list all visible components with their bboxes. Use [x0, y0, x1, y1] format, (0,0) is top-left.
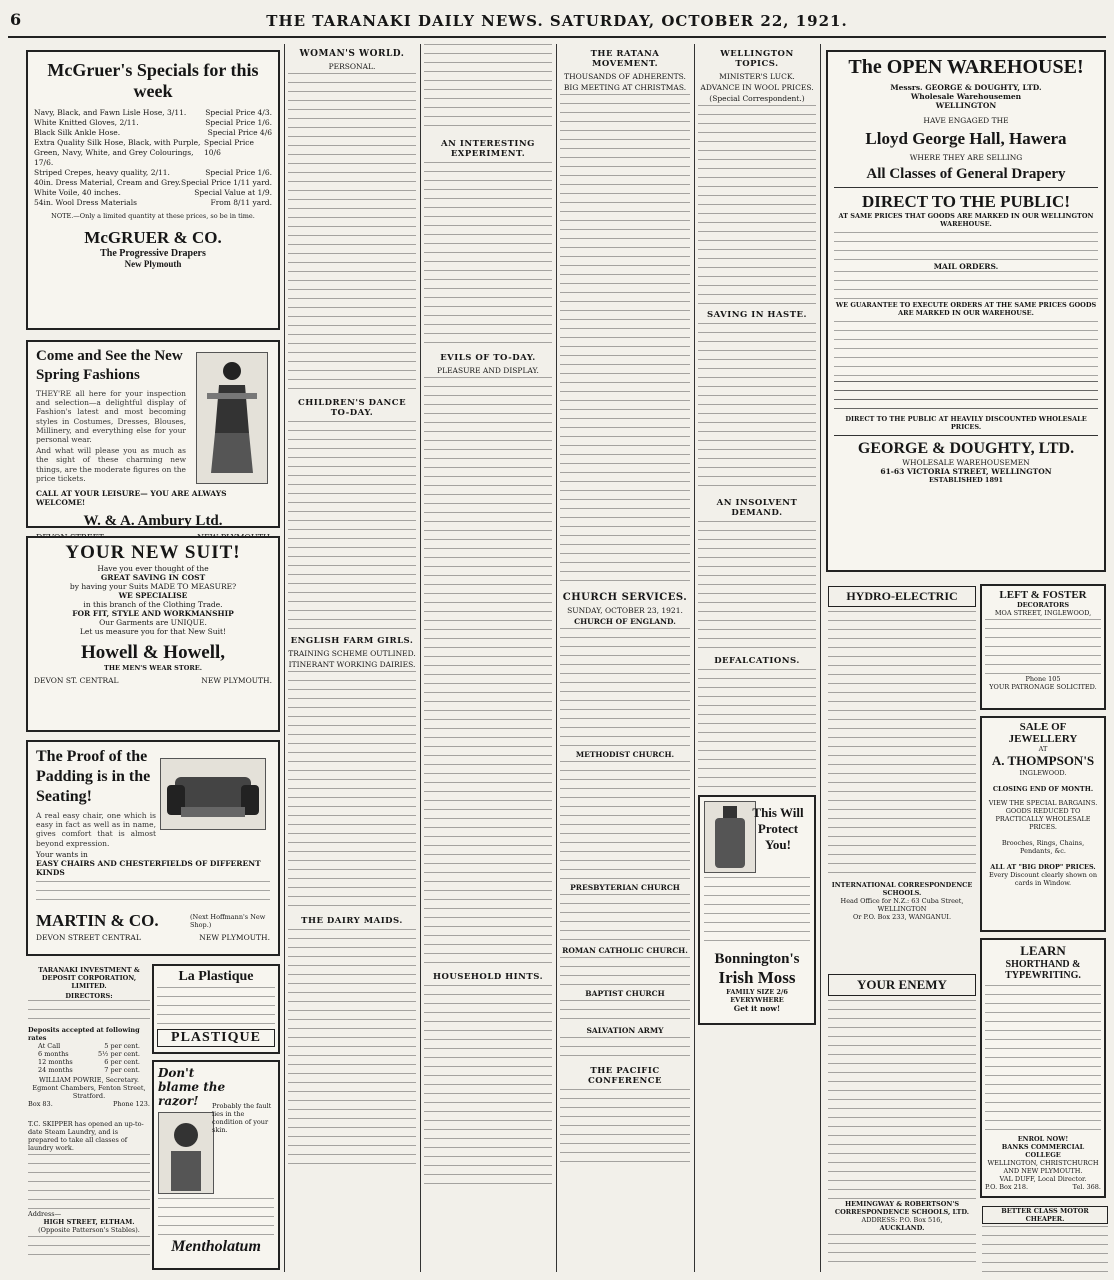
th-items: Brooches, Rings, Chains, Pendants, &c. [1001, 839, 1085, 855]
mcgruer-ad [26, 50, 280, 330]
ow-mail: MAIL ORDERS. [933, 262, 999, 271]
column-rule [420, 44, 421, 1272]
dairy-maids-heading: THE DAIRY MAIDS. [301, 916, 403, 926]
insolvent-text [698, 521, 816, 651]
ambury-body: THEY'RE all here for your inspection and selection—a delightful display of Fashion's latest and most becoming styles in Costumes, Dresses, Blouses, Millinery, and everything else for your personal wear. [36, 389, 186, 445]
thompson-ad [980, 716, 1106, 932]
mcgruer-item-price: Special Price 1/6. [205, 168, 272, 177]
howell-line7: Our Garments are UNIQUE. [99, 618, 207, 627]
sh-cities: WELLINGTON, CHRISTCHURCH AND NEW PLYMOUTH. [987, 1159, 1099, 1175]
wellington-sub2: ADVANCE IN WOOL PRICES. [700, 83, 814, 92]
sh-enrol: ENROL NOW! [1017, 1135, 1069, 1143]
sh-secretary: VAL DUFF, Local Director. [999, 1175, 1087, 1183]
investment-secretary: WILLIAM POWRIE, Secretary. [39, 1076, 139, 1084]
investment-phone: Phone 123. [112, 1100, 150, 1108]
howell-line5: in this branch of the Clothing Trade. [83, 600, 223, 609]
armchair-icon [161, 759, 265, 829]
enemy-address: ADDRESS: P.O. Box 516, [861, 1216, 943, 1224]
bonnington-foot1: FAMILY SIZE 2/6 EVERYWHERE [726, 988, 788, 1004]
mcgruer-title: McGruer's Specials for this week [47, 60, 259, 101]
ow-drapery: All Classes of General Drapery [866, 166, 1066, 182]
church-presbyterian-text [560, 894, 690, 944]
th-at: AT [1038, 745, 1048, 753]
mcgruer-item-price: Special Price 4/3. [205, 108, 272, 117]
mcgruer-item-price: Special Price 10/6 [204, 138, 254, 157]
fashion-illustration [196, 352, 268, 484]
bonnington-brand2: Irish Moss [718, 968, 796, 987]
bonnington-text [704, 877, 810, 947]
howell-town: NEW PLYMOUTH. [201, 676, 272, 685]
ow-text-2 [834, 271, 1098, 301]
ow-title: The OPEN WAREHOUSE! [848, 56, 1084, 78]
mcgruer-item [34, 118, 272, 128]
church-methodist: METHODIST CHURCH. [575, 750, 675, 759]
sh-title: SHORTHAND & TYPEWRITING. [1005, 959, 1081, 981]
investment-rates-title: Deposits accepted at following rates [28, 1026, 140, 1042]
rate-term: 24 months [38, 1066, 73, 1074]
howell-line3: by having your Suits MADE TO MEASURE? [69, 582, 237, 591]
mcgruer-item [34, 178, 272, 188]
childrens-dance-text [288, 421, 416, 631]
investment-rates [28, 1042, 150, 1074]
defalcations-text [698, 669, 816, 789]
rate-row [28, 1042, 150, 1050]
mentholatum-ad [152, 1060, 280, 1270]
column-rule [694, 44, 695, 1272]
church-salvation: SALVATION ARMY [586, 1026, 664, 1035]
church-catholic: ROMAN CATHOLIC CHURCH. [562, 946, 688, 955]
ratana-sub2: BIG MEETING AT CHRISTMAS. [563, 83, 687, 92]
ow-same-prices: AT SAME PRICES THAT GOODS ARE MARKED IN OUR WELLINGTON WAREHOUSE. [838, 212, 1094, 228]
skipper-body: T.C. SKIPPER has opened an up-to-date Steam Laundry, and is prepared to take all classes of laundry work. [28, 1120, 144, 1152]
martin-next: (Next Hoffmann's New Shop.) [190, 912, 266, 929]
hydro-ad [826, 584, 978, 968]
bonnington-foot2: Get it now! [733, 1004, 781, 1013]
ow-established: ESTABLISHED 1891 [928, 476, 1004, 484]
howell-line2: GREAT SAVING IN COST [100, 573, 206, 582]
howell-tagline: THE MEN'S WEAR STORE. [103, 664, 202, 672]
wellington-text [698, 105, 816, 305]
lf-patronage: YOUR PATRONAGE SOLICITED. [989, 683, 1097, 691]
hydro-title: HYDRO-ELECTRIC [828, 586, 976, 607]
sh-college: BANKS COMMERCIAL COLLEGE [1001, 1143, 1085, 1159]
lf-sub: DECORATORS [1016, 601, 1070, 609]
th-sale: SALE OF JEWELLERY [1008, 721, 1078, 745]
mentholatum-lines [158, 1198, 274, 1238]
martin-chairs: EASY CHAIRS AND CHESTERFIELDS OF DIFFERENT KINDS [36, 858, 261, 877]
ow-text-1 [834, 232, 1098, 262]
farm-girls-heading: ENGLISH FARM GIRLS. [290, 636, 414, 646]
lf-phone: Phone 105 [1025, 675, 1061, 683]
church-england-text [560, 628, 690, 748]
mcgruer-item-name: Black Silk Ankle Hose. [34, 128, 121, 137]
howell-line1: Have you ever thought of the [97, 564, 209, 573]
church-date: SUNDAY, OCTOBER 23, 1921. [567, 606, 683, 615]
defalcations-heading: DEFALCATIONS. [714, 656, 800, 666]
rate-term: 6 months [38, 1050, 69, 1058]
left-foster-ad [980, 584, 1106, 710]
rate-row [28, 1058, 150, 1066]
bonnington-brand: Bonnington's [714, 951, 800, 967]
hydro-office: Head Office for N.Z.: 63 Cuba Street, WELLINGTON [840, 897, 964, 913]
mcgruer-note: NOTE.—Only a limited quantity at these prices, so be in time. [51, 212, 255, 220]
enemy-ad [826, 972, 978, 1276]
church-catholic-text [560, 957, 690, 987]
th-discount: Every Discount clearly shown on cards in Window. [988, 871, 1098, 887]
investment-ad [26, 964, 152, 1118]
childrens-dance-heading: CHILDREN'S DANCE TO-DAY. [297, 398, 407, 418]
shorthand-ad [980, 938, 1106, 1198]
mcgruer-item [34, 198, 272, 208]
ow-direct2: DIRECT TO THE PUBLIC AT HEAVILY DISCOUNTED WHOLESALE PRICES. [845, 415, 1087, 431]
woman-figure-icon [197, 353, 267, 483]
mcgruer-item [34, 128, 272, 138]
ambury-body2: And what will please you as much as the sight of these charming new things, are the moderate figures on the price tickets. [36, 446, 186, 483]
wellington-corr: (Special Correspondent.) [709, 94, 805, 103]
mcgruer-item-name: 40in. Dress Material, Cream and Grey. [34, 178, 181, 187]
ow-city: WELLINGTON [935, 101, 997, 110]
martin-body-lines [36, 881, 270, 905]
ow-company-line: Messrs. GEORGE & DOUGHTY, LTD. [890, 83, 1042, 92]
column-rule [820, 44, 821, 1272]
saving-heading: SAVING IN HASTE. [707, 310, 807, 320]
skipper-address: HIGH STREET, ELTHAM. [43, 1218, 135, 1226]
wellington-sub1: MINISTER'S LUCK. [719, 72, 795, 81]
skipper-body-lines [28, 1154, 150, 1210]
mcgruer-company: McGRUER & CO. [84, 228, 222, 247]
masthead [8, 6, 1106, 38]
mcgruer-town: New Plymouth [124, 259, 182, 269]
howell-line4: WE SPECIALISE [118, 591, 188, 600]
sh-tel: Tel. 368. [1072, 1183, 1101, 1191]
church-salvation-text [560, 1037, 690, 1061]
church-baptist: BAPTIST CHURCH [585, 989, 665, 998]
skipper-ad [26, 1118, 152, 1278]
newspaper-title: THE TARANAKI DAILY NEWS. SATURDAY, OCTOBER 22, 1921. [266, 12, 848, 30]
plastique-title: La Plastique [178, 969, 254, 984]
ow-company: GEORGE & DOUGHTY, LTD. [857, 440, 1075, 457]
experiment-text [424, 162, 552, 348]
rate-term: At Call [38, 1042, 61, 1050]
ow-wholesale: Wholesale Warehousemen [910, 92, 1022, 101]
hydro-text [828, 611, 976, 881]
howell-line8: Let us measure you for that New Suit! [79, 627, 227, 636]
dairy-maids-text [288, 929, 416, 1169]
th-view: VIEW THE SPECIAL BARGAINS. [988, 799, 1098, 807]
mcgruer-item-price: Special Price 4/6 [207, 128, 272, 137]
ow-hall: Lloyd George Hall, Hawera [865, 129, 1067, 148]
th-closing: CLOSING END OF MONTH. [992, 785, 1094, 793]
rate-value: 6 per cent. [104, 1058, 140, 1066]
th-big-drop: ALL AT "BIG DROP" PRICES. [990, 863, 1096, 871]
mcgruer-item-name: 54in. Wool Dress Materials [34, 198, 137, 207]
hydro-school: INTERNATIONAL CORRESPONDENCE SCHOOLS. [831, 881, 973, 897]
sh-text [985, 985, 1101, 1135]
ratana-sub1: THOUSANDS OF ADHERENTS. [564, 72, 686, 81]
howell-ad [26, 536, 280, 732]
motor-text [982, 1226, 1108, 1276]
bonnington-headline: This Will Protect You! [752, 805, 804, 852]
skipper-address2: (Opposite Patterson's Stables). [38, 1226, 140, 1234]
mcgruer-item-price: Special Value at 1/9. [194, 188, 272, 197]
mcgruer-item [34, 188, 272, 198]
experiment-heading: AN INTERESTING EXPERIMENT. [441, 139, 535, 159]
church-presbyterian: PRESBYTERIAN CHURCH [570, 883, 680, 892]
training-subhead: TRAINING SCHEME OUTLINED. [288, 649, 416, 658]
martin-title: The Proof of the Padding is in the Seating! [36, 748, 151, 805]
th-town: INGLEWOOD. [1019, 769, 1067, 777]
th-company: A. THOMPSON'S [991, 753, 1095, 768]
martin-ad [26, 740, 280, 956]
personal-text [288, 73, 416, 393]
martin-body: A real easy chair, one which is easy in fact as well as in name, gives comfort that is almost beyond expression. [36, 811, 156, 848]
mcgruer-item-price: From 8/11 yard. [210, 198, 272, 207]
enemy-company: HEMINGWAY & ROBERTSON'S CORRESPONDENCE SCHOOLS, LTD. [834, 1200, 970, 1216]
plastique-ad [152, 964, 280, 1054]
enemy-more-text [828, 1234, 976, 1262]
hydro-box: Or P.O. Box 233, WANGANUI. [852, 913, 952, 921]
ow-have: HAVE ENGAGED THE [923, 116, 1009, 125]
plastique-body-lines [157, 987, 275, 1027]
evils-text [424, 377, 552, 967]
pacific-text [560, 1089, 690, 1169]
investment-director-lines [28, 1000, 150, 1026]
mcgruer-item-list [34, 108, 272, 208]
enemy-city: AUCKLAND. [879, 1224, 925, 1232]
mcgruer-item [34, 108, 272, 118]
ambury-call: CALL AT YOUR LEISURE— YOU ARE ALWAYS WELCOME! [36, 489, 227, 508]
skipper-address-label: Address— [28, 1210, 62, 1218]
womans-world-title: WOMAN'S WORLD. [299, 49, 405, 59]
column-three [424, 44, 552, 1272]
open-warehouse-ad [826, 50, 1106, 572]
rate-value: 7 per cent. [104, 1066, 140, 1074]
lf-title: LEFT & FOSTER [999, 589, 1087, 601]
ow-address: 61-63 VICTORIA STREET, WELLINGTON [880, 467, 1052, 476]
column-four [560, 44, 690, 1272]
ow-guarantee: WE GUARANTEE TO EXECUTE ORDERS AT THE SAME PRICES GOODS ARE MARKED IN OUR WAREHOUSE. [835, 301, 1097, 317]
page-number: 6 [10, 10, 22, 29]
mcgruer-item-name: Extra Quality Silk Hose, Black, with Purple, Green, Navy, White, and Grey Colourings, 17/6. [34, 138, 201, 167]
rate-value: 5½ per cent. [97, 1050, 140, 1058]
mcgruer-item-price: Special Price 1/6. [205, 118, 272, 127]
enemy-title: YOUR ENEMY [828, 974, 976, 996]
howell-street: DEVON ST. CENTRAL [34, 676, 119, 685]
household-heading: HOUSEHOLD HINTS. [432, 972, 544, 982]
th-goods: GOODS REDUCED TO PRACTICALLY WHOLESALE PRICES. [995, 807, 1091, 831]
mcgruer-item [34, 138, 272, 168]
mcgruer-item-name: White Voile, 40 inches. [34, 188, 121, 197]
mentholatum-brand: Mentholatum [171, 1238, 261, 1255]
mentholatum-title: Don't blame the razor! [158, 1066, 226, 1108]
church-baptist-text [560, 1000, 690, 1024]
investment-box: Box 83. [28, 1100, 53, 1108]
church-heading: CHURCH SERVICES. [562, 592, 688, 603]
martin-town: NEW PLYMOUTH. [199, 932, 270, 942]
sh-learn: LEARN [1020, 943, 1066, 958]
rate-row [28, 1050, 150, 1058]
enemy-text [828, 1000, 976, 1200]
ambury-ad [26, 340, 280, 528]
mcgruer-item-name: Navy, Black, and Fawn Lisle Hose, 3/11. [34, 108, 187, 117]
howell-title: YOUR NEW SUIT! [65, 542, 241, 563]
investment-address: Egmont Chambers, Fenton Street, Stratford. [32, 1084, 146, 1100]
howell-line6: FOR FIT, STYLE AND WORKMANSHIP [72, 609, 234, 618]
ow-wholesale2: WHOLESALE WAREHOUSEMEN [902, 458, 1030, 467]
mcgruer-item [34, 168, 272, 178]
mentholatum-body: Probably the fault lies in the condition of your skin. [212, 1102, 272, 1134]
motor-title: BETTER CLASS MOTOR CHEAPER. [982, 1206, 1108, 1224]
pacific-heading: THE PACIFIC CONFERENCE [587, 1066, 662, 1086]
womans-world-column [288, 44, 416, 1272]
rate-row [28, 1066, 150, 1074]
ambury-company: W. & A. Ambury Ltd. [83, 513, 223, 530]
column-rule [556, 44, 557, 1272]
church-england: CHURCH OF ENGLAND. [574, 617, 676, 626]
ratana-text [560, 94, 690, 584]
man-icon [159, 1113, 213, 1193]
household-text [424, 985, 552, 1185]
ambury-title: Come and See the New Spring Fashions [36, 348, 183, 383]
personal-heading: PERSONAL. [328, 62, 376, 71]
skipper-more-lines [28, 1236, 150, 1262]
man-shaving-illustration [158, 1112, 214, 1194]
howell-company: Howell & Howell, [80, 642, 226, 663]
wellington-heading: WELLINGTON TOPICS. [720, 49, 794, 69]
ow-goods-list [834, 381, 1098, 411]
evils-heading: EVILS OF TO-DAY. [440, 353, 536, 363]
rate-term: 12 months [38, 1058, 73, 1066]
martin-street: DEVON STREET CENTRAL [36, 932, 141, 942]
insolvent-heading: AN INSOLVENT DEMAND. [716, 498, 798, 518]
pleasure-subhead: PLEASURE AND DISPLAY. [437, 366, 539, 375]
ow-text-3 [834, 321, 1098, 381]
sh-box: P.O. Box 218. [985, 1183, 1029, 1191]
armchair-illustration [160, 758, 266, 830]
investment-directors: DIRECTORS: [65, 992, 113, 1000]
column-five [698, 44, 816, 1272]
motor-ad [980, 1204, 1110, 1276]
martin-want: Your wants in [36, 849, 88, 859]
column-rule [284, 44, 285, 1272]
mcgruer-item-name: White Knitted Gloves, 2/11. [34, 118, 139, 127]
mcgruer-tagline: The Progressive Drapers [100, 248, 206, 259]
lf-street: MOA STREET, INGLEWOOD, [994, 609, 1092, 617]
bonnington-ad [698, 795, 816, 1025]
saving-text [698, 323, 816, 493]
itinerant-subhead: ITINERANT WORKING DAIRIES. [288, 660, 416, 669]
church-methodist-text [560, 761, 690, 881]
farm-girls-text [288, 671, 416, 911]
mcgruer-item-price: Special Price 1/11 yard. [181, 178, 272, 187]
ow-direct: DIRECT TO THE PUBLIC! [861, 192, 1070, 211]
cheese-text [424, 44, 552, 134]
investment-title: TARANAKI INVESTMENT & DEPOSIT CORPORATION, LIMITED. [38, 966, 140, 990]
rate-value: 5 per cent. [104, 1042, 140, 1050]
mcgruer-item-name: Striped Crepes, heavy quality, 2/11. [34, 168, 170, 177]
lf-text [985, 619, 1101, 675]
ratana-heading: THE RATANA MOVEMENT. [590, 49, 660, 69]
plastique-big: PLASTIQUE [157, 1029, 275, 1047]
ow-where: WHERE THEY ARE SELLING [909, 153, 1023, 162]
martin-company: MARTIN & CO. [36, 910, 159, 930]
